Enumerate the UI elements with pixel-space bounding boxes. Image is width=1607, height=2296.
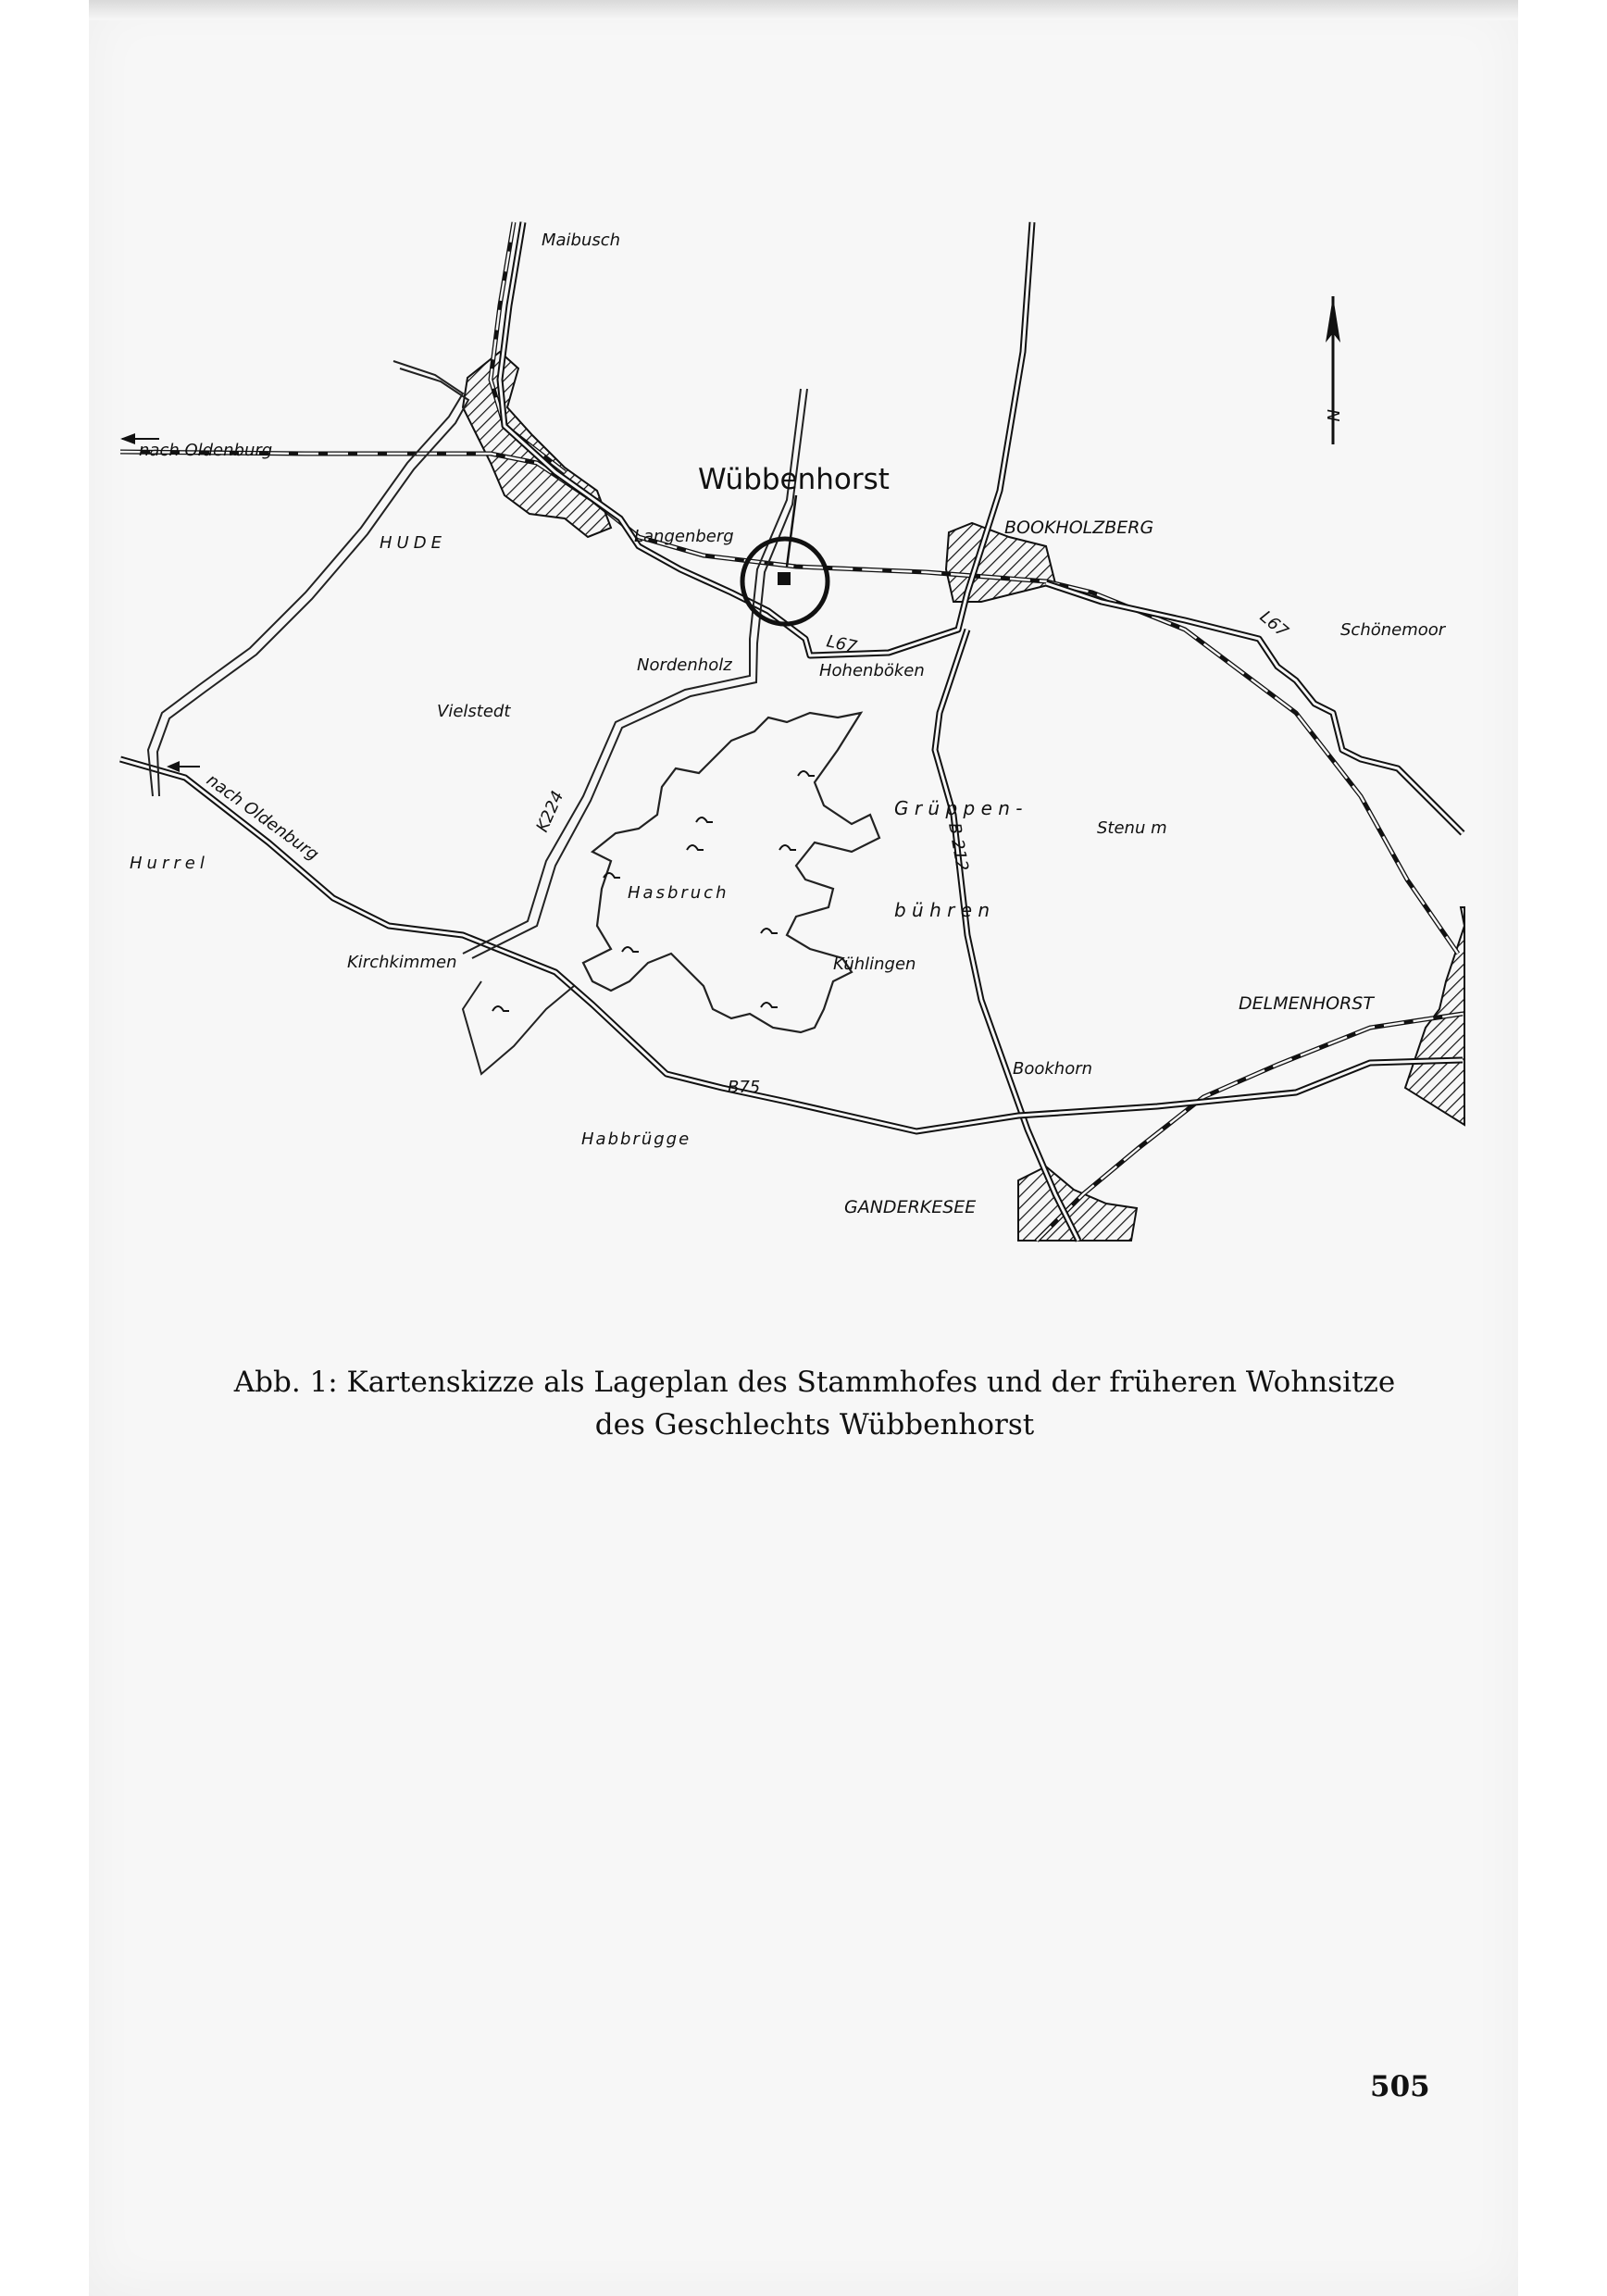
place-schoenemoor: Schönemoor: [1340, 620, 1446, 640]
figure-caption: [167, 1361, 1463, 1446]
railway-lines: [120, 222, 1463, 1241]
place-hude: HUDE: [380, 533, 446, 553]
direction-oldenburg-left: nach Oldenburg: [203, 770, 323, 865]
place-kuehlingen: Kühlingen: [833, 955, 916, 974]
map-title-label: Wübbenhorst: [698, 463, 890, 496]
place-vielstedt: Vielstedt: [437, 702, 511, 721]
road-label-k224: K224: [532, 788, 568, 836]
north-label: N: [1323, 409, 1342, 422]
place-bookholzberg: BOOKHOLZBERG: [1004, 518, 1154, 538]
place-langenberg: Langenberg: [634, 527, 734, 546]
place-bookhorn: Bookhorn: [1013, 1059, 1093, 1079]
road-label-l67-b: L67: [1255, 606, 1292, 643]
road-label-l67-a: L67: [824, 631, 859, 657]
place-delmenhorst: DELMENHORST: [1239, 993, 1374, 1014]
place-ganderkesee: GANDERKESEE: [844, 1197, 977, 1217]
page-number: 505: [1370, 2070, 1430, 2103]
road-label-b212: B 212: [944, 821, 972, 873]
place-stenum: Stenu m: [1097, 818, 1167, 838]
hasbruch-forest: [583, 713, 879, 1032]
place-kirchkimmen: Kirchkimmen: [347, 953, 457, 972]
ganderkesee-settlement: [1018, 1167, 1137, 1241]
place-hurrel: Hurrel: [130, 854, 209, 873]
place-maibusch: Maibusch: [542, 231, 621, 250]
place-habbruegge: Habbrügge: [581, 1129, 691, 1149]
place-grueppenbueren-line1: G r ü p p e n -: [894, 797, 1023, 819]
main-roads: [120, 222, 1463, 1241]
wuebbenhorst-farm-marker: [778, 572, 791, 585]
direction-oldenburg-top: nach Oldenburg: [139, 441, 273, 460]
road-label-b75: B75: [728, 1078, 761, 1097]
place-grueppenbueren-line2: b ü h r e n: [894, 899, 990, 921]
caption-line-2: des Geschlechts Wübbenhorst: [594, 1408, 1035, 1441]
hude-settlement: [463, 352, 611, 537]
place-hasbruch: Hasbruch: [628, 883, 729, 903]
north-arrow-icon: [1326, 296, 1340, 444]
caption-line-1: Abb. 1: Kartenskizze als Lageplan des Stammhofes und der früheren Wohnsitze: [233, 1366, 1396, 1399]
place-nordenholz: Nordenholz: [637, 655, 732, 675]
place-hohenboeken: Hohenböken: [819, 661, 925, 680]
